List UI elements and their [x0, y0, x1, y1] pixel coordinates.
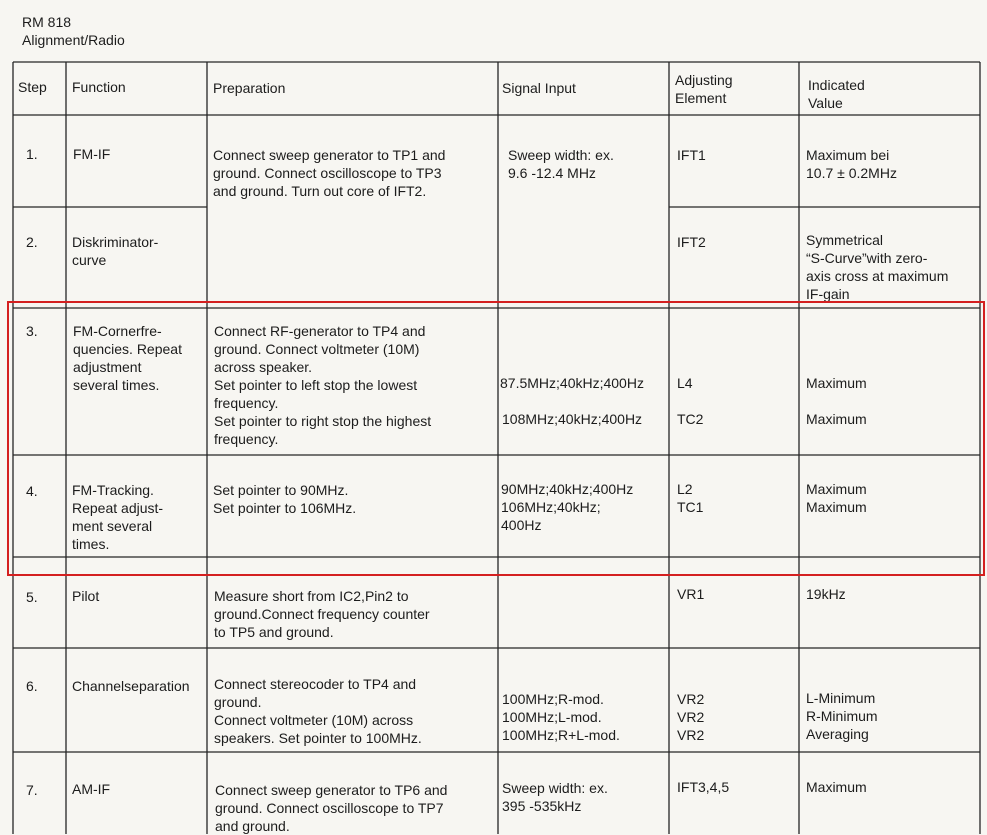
adjusting-element-cell: L2 TC1: [677, 481, 704, 515]
column-header-adjusting-element: Adjusting Element: [675, 72, 733, 106]
adjusting-element-cell: IFT3,4,5: [677, 779, 730, 795]
preparation-cell: Measure short from IC2,Pin2 to ground.Connect frequency counter to TP5 and ground.: [214, 588, 430, 640]
adjusting-element-cell: IFT2: [677, 234, 706, 250]
indicated-value-cell: Maximum: [806, 779, 867, 795]
indicated-value-cell: Maximum bei 10.7 ± 0.2MHz: [806, 147, 897, 181]
indicated-value-high: Maximum: [806, 411, 867, 427]
document-subtitle: Alignment/Radio: [22, 32, 125, 48]
step-number: 4.: [26, 483, 38, 499]
function-cell: Diskriminator- curve: [72, 234, 159, 268]
step-number: 5.: [26, 589, 38, 605]
column-header-function: Function: [72, 79, 126, 95]
preparation-cell: Connect stereocoder to TP4 and ground. Connect voltmeter (10M) across speakers. Set pointer to 100MHz.: [214, 676, 422, 746]
signal-input-low: 87.5MHz;40kHz;400Hz: [500, 375, 644, 391]
step-number: 6.: [26, 678, 38, 694]
column-header-preparation: Preparation: [213, 80, 286, 96]
column-header-indicated-value: Indicated Value: [808, 77, 865, 111]
step-number: 1.: [26, 146, 38, 162]
adjusting-element-high: TC2: [677, 411, 704, 427]
indicated-value-low: Maximum: [806, 375, 867, 391]
indicated-value-cell: L-Minimum R-Minimum Averaging: [806, 690, 878, 742]
signal-input-cell: Sweep width: ex. 9.6 -12.4 MHz: [508, 147, 614, 181]
preparation-cell: Set pointer to 90MHz. Set pointer to 106MHz.: [213, 482, 357, 516]
signal-input-high: 108MHz;40kHz;400Hz: [502, 411, 643, 427]
adjusting-element-cell: VR1: [677, 586, 705, 602]
column-header-signal-input: Signal Input: [502, 80, 576, 96]
function-cell: Pilot: [72, 588, 100, 604]
function-cell: FM-Tracking. Repeat adjust- ment several times.: [72, 482, 164, 552]
preparation-cell: Connect sweep generator to TP6 and ground. Connect oscilloscope to TP7 and ground.: [215, 782, 448, 834]
function-cell: AM-IF: [72, 781, 111, 797]
preparation-cell: Connect RF-generator to TP4 and ground. Connect voltmeter (10M) across speaker. Set pointer to left stop the lowest frequency. Set pointer to right stop the highest frequency.: [214, 323, 432, 447]
signal-input-cell: 100MHz;R-mod. 100MHz;L-mod. 100MHz;R+L-mod.: [502, 691, 620, 743]
signal-input-cell: Sweep width: ex. 395 -535kHz: [502, 780, 608, 814]
signal-input-cell: 90MHz;40kHz;400Hz 106MHz;40kHz; 400Hz: [501, 481, 634, 533]
function-cell: FM-Cornerfre- quencies. Repeat adjustment several times.: [73, 323, 182, 393]
indicated-value-cell: Maximum Maximum: [806, 481, 867, 515]
adjusting-element-cell: VR2 VR2 VR2: [677, 691, 705, 743]
step-number: 7.: [26, 782, 38, 798]
adjusting-element-low: L4: [677, 375, 693, 391]
indicated-value-cell: 19kHz: [806, 586, 846, 602]
function-cell: FM-IF: [73, 146, 111, 162]
step-number: 2.: [26, 234, 38, 250]
preparation-cell: Connect sweep generator to TP1 and ground. Connect oscilloscope to TP3 and ground. Turn out core of IFT2.: [213, 147, 446, 199]
step-number: 3.: [26, 323, 38, 339]
document-model: RM 818: [22, 14, 72, 30]
adjusting-element-cell: IFT1: [677, 147, 706, 163]
column-header-step: Step: [18, 79, 47, 95]
function-cell: Channelseparation: [72, 678, 190, 694]
indicated-value-cell: Symmetrical “S-Curve”with zero- axis cross at maximum IF-gain: [806, 232, 949, 302]
